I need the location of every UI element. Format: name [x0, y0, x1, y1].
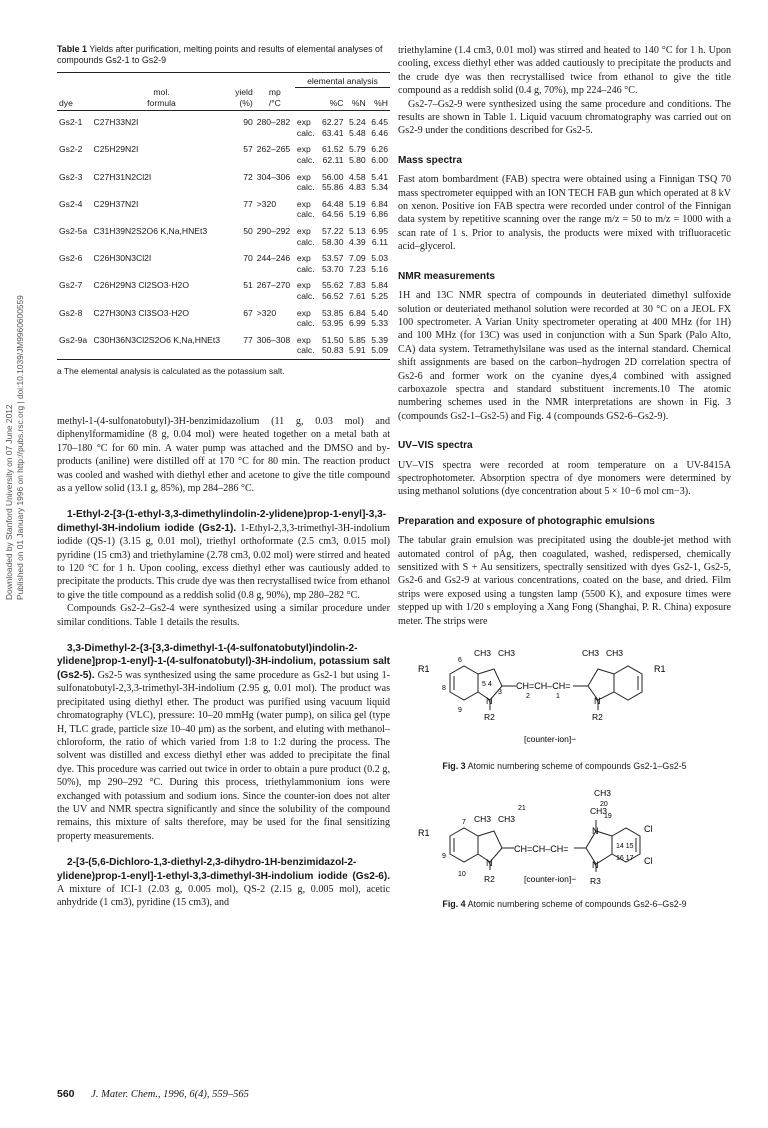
table-row: Gs2-9a C30H36N3Cl2S2O6 K,Na,HNEt3 77 306–308 exp 51.50 5.85 5.39 [59, 334, 388, 345]
left-column [57, 44, 390, 910]
svg-text:Cl: Cl [644, 823, 653, 834]
table-row: Gs2-5a C31H39N2S2O6 K,Na,HNEt3 50 290–292 exp 57.22 5.13 6.95 [59, 226, 388, 237]
svg-text:[counter-ion]−: [counter-ion]− [524, 734, 577, 745]
svg-text:N: N [486, 696, 493, 707]
table-row: Gs2-6 C26H30N3Cl2I 70 244–246 exp 53.57 7.09 5.03 [59, 253, 388, 264]
figure-3 [398, 642, 731, 774]
table-row: Gs2-3 C27H31N2Cl2I 72 304–306 exp 56.00 4.58 5.41 [59, 171, 388, 182]
svg-text:CH=CH–CH=: CH=CH–CH= [514, 843, 569, 854]
download-note: Downloaded by Stanford University on 07 June 2012 [4, 404, 14, 600]
left-para-3: Compounds Gs2-2–Gs2-4 were synthesized using a similar procedure under similar conditions. Table 1 details the results. [57, 603, 390, 628]
svg-text:R2: R2 [592, 712, 603, 723]
svg-text:R1: R1 [418, 827, 430, 838]
left-para-gs2-1: 1-Ethyl-2-[3-(1-ethyl-3,3-dimethylindolin-2-ylidene)prop-1-enyl]-3,3-dimethyl-3H-indolium iodide (Gs2-1). 1-Ethyl-2,3,3-trimethyl-3H-indolium iodide (QS-1) (3.15 g, 0.01 mol), triethyl orthoformate (2.5 cm3, 0.015 mol) pyridine (15 cm3) and triethylamine (2.78 cm3, 0.02 mol) were stirred and heated to 120 °C for 1 h. Upon cooling, excess diethyl ether was cautiously added to precipitate the products. This crude dye was then recrystallised twice from ethanol to give the title compound as a reddish solid (0.8 g, 90%), mp 280–282 °C. [57, 509, 391, 601]
svg-text:N: N [594, 696, 601, 707]
table-row: Gs2-1 C27H33N2I 90 280–282 exp 62.27 5.24 6.45 [59, 117, 388, 128]
figure-3-caption: Fig. 3 Atomic numbering scheme of compounds Gs2-1–Gs2-5 [442, 761, 687, 772]
svg-text:CH3: CH3 [594, 787, 612, 798]
svg-text:9: 9 [458, 707, 462, 715]
para-mass-spectra: Fast atom bombardment (FAB) spectra were obtained using a Finnigan TSQ 70 mass spectrometer equipped with an ION TECH FAB gun which operated at 8 kV on xenon. Positive ion FAB spectra were recorded under control of the Finnigan data system by repetitive scanning over the range m/z = 50 to m/z = 1000 with a scan rate of 1 s. Prior to analysis, the products were mixed with trifluoracetic acid–glycerol. [398, 174, 731, 253]
table-row: Gs2-7 C26H29N3 Cl2SO3·H2O 51 267–270 exp 55.62 7.83 5.84 [59, 280, 388, 291]
svg-text:[counter-ion]−: [counter-ion]− [524, 873, 577, 884]
table-row: calc. 64.56 5.19 6.86 [296, 209, 388, 220]
right-para-2: Gs2-7–Gs2-9 were synthesized using the same procedure and conditions. The results are shown in Table 1. Liquid vacuum chromatography was carried out on Gs2-9 under the conditions described for Gs2-5. [398, 98, 731, 137]
svg-text:21: 21 [518, 804, 526, 812]
figure-4 [398, 786, 731, 912]
svg-text:5 4: 5 4 [482, 681, 492, 689]
page-footer [57, 1088, 249, 1100]
left-para-1: methyl-1-(4-sulfonatobutyl)-3H-benzimidazolium (11 g, 0.03 mol) and diphenylformamidine (8 g, 0.04 mol) were heated together on a metal bath at 170–180 °C for 60 min. A water pump was attached and the DMSO and by-products (aniline) were distilled off at 170 °C for 80 min. The reaction product was cooled and washed with diethyl ether and acetone to give the title compound as a yellow solid (13.1 g, 85%), mp 284–286 °C. [57, 415, 390, 494]
heading-preparation: Preparation and exposure of photographic emulsions [398, 515, 655, 527]
svg-text:R1: R1 [654, 664, 666, 675]
table-1: elemental analysis mol. yield mp dye formula (%) /°C %C %N %H Gs2-1 C27H33N2I 90 280–282 exp 62.27 5.24 6.45 calc. 63.41 5.48 6.46 Gs2-2 C25H29N2I 57 262–265 exp 61.52 5.79 6.26 calc. 62.11 5.80 6.00 Gs2-3 C27H31N2Cl2I 72 304–306 exp 56.00 4.58 5.41 calc. 55.86 4.83 5.34 Gs2-4 C29H37N2I 77 >320 exp 64.48 5.19 6.84 calc. 64.56 5.19 6.86 Gs2-5a C31H39N2S2O6 K,Na,HNEt3 50 290–292 exp 57.22 5.13 6.95 calc. 58.30 4.39 6.11 Gs2-6 C26H30N3Cl2I 70 244–246 exp 53.57 7.09 5.03 calc. 53.70 7.23 5.16 Gs2-7 C26H29N3 Cl2SO3·H2O 51 267–270 exp 55.62 7.83 5.84 calc. 56.52 7.61 5.25 Gs2-8 C27H30N3 Cl3SO3·H2O 67 >320 exp 53.85 6.84 5.40 calc. 53.95 6.99 5.33 Gs2-9a C30H36N3Cl2S2O6 K,Na,HNEt3 77 306–308 exp 51.50 5.85 5.39 calc. 50.83 5.91 5.09 [57, 72, 390, 360]
svg-text:10: 10 [458, 870, 466, 878]
svg-text:CH3: CH3 [590, 805, 608, 816]
table-row: calc. 53.70 7.23 5.16 [296, 263, 388, 274]
svg-text:2: 2 [526, 693, 530, 701]
svg-text:N: N [486, 857, 493, 868]
right-para-1: triethylamine (1.4 cm3, 0.01 mol) was stirred and heated to 140 °C for 1 h. Upon cooling, excess diethyl ether was added cautiously to precipitate the products and the crude dye was then recrystallised twice from ethanol to give the title compound as a reddish solid (0.4 g, 70%), mp 224–246 °C. [398, 45, 731, 97]
svg-text:14 15: 14 15 [616, 842, 634, 850]
svg-text:CH3: CH3 [474, 813, 492, 824]
table-row: calc. 63.41 5.48 6.46 [296, 127, 388, 138]
svg-text:1: 1 [556, 693, 560, 701]
left-para-gs2-6: 2-[3-(5,6-Dichloro-1,3-diethyl-2,3-dihydro-1H-benzimidazol-2-ylidene)prop-1-enyl]-1-ethyl-3,3-dimethyl-3H-indolium iodide (Gs2-6). A mixture of ICI-1 (2.03 g, 0.005 mol), QS-2 (2.15 g, 0.005 mol), acetic anhydride (1 cm3), pyridine (15 cm3), and [57, 857, 390, 909]
svg-text:CH3: CH3 [606, 648, 624, 659]
svg-text:CH3: CH3 [498, 813, 516, 824]
svg-text:9: 9 [442, 852, 446, 860]
svg-text:N: N [592, 825, 599, 836]
svg-text:7: 7 [462, 818, 466, 826]
right-column [398, 44, 731, 912]
table-row: Gs2-2 C25H29N2I 57 262–265 exp 61.52 5.79 6.26 [59, 144, 388, 155]
table-row: Gs2-4 C29H37N2I 77 >320 exp 64.48 5.19 6.84 [59, 198, 388, 209]
para-preparation: The tabular grain emulsion was precipitated using the double-jet method with automated control of pAg, then coagulated, washed, redispersed, chemically sensitized with S + Au sensitizers, spectrally sensitized with dyes Gs2-1, Gs2-5, Gs2-6 and Gs2-9 at various concentrations, coated on the base, and dried. Film strips were exposed using a tungsten lamp (5500 K), and exposure times were stepped up with 1/20 s employing a Xang Fong (Shanghai, P. R. China) exposure meter. The strips were [398, 535, 731, 627]
heading-mass-spectra: Mass spectra [398, 154, 462, 166]
figure-4-caption: Fig. 4 Atomic numbering scheme of compounds Gs2-6–Gs2-9 [442, 899, 687, 910]
table-row: Gs2-8 C27H30N3 Cl3SO3·H2O 67 >320 exp 53.85 6.84 5.40 [59, 307, 388, 318]
table-row: calc. 56.52 7.61 5.25 [296, 291, 388, 301]
page-number: 560 [57, 1088, 75, 1100]
svg-text:CH3: CH3 [498, 648, 516, 659]
svg-text:16 17: 16 17 [616, 854, 634, 862]
side-note [4, 295, 26, 600]
table-caption: Table 1 Yields after purification, melting points and results of elemental analyses of compounds Gs2-1 to Gs2-9 [57, 44, 383, 65]
svg-text:R2: R2 [484, 873, 495, 884]
table-footnote: a The elemental analysis is calculated as the potassium salt. [57, 365, 285, 376]
svg-text:CH3: CH3 [582, 648, 600, 659]
svg-text:8: 8 [442, 685, 446, 693]
svg-text:20: 20 [600, 800, 608, 808]
table-row: calc. 50.83 5.91 5.09 [57, 345, 390, 359]
left-para-gs2-5: 3,3-Dimethyl-2-{3-[3,3-dimethyl-1-(4-sulfonatobutyl)indolin-2-ylidene]prop-1-enyl}-1-(4-sulfonatobutyl)-3H-indolium, potassium salt (Gs2-5). Gs2-5 was synthesized using the same procedure as Gs2-1 but using 1-sulfonatobutyl-2,3,3-trimethyl-3H-indolium (2.95 g, 0.01 mol). The product was precipitated using diethyl ether. The product was purified using vacuum liquid chromatography (VLC), pressure: 10–20 mmHg (water pump), on silica gel (type H, TLC grade, particle size 10–40 μm) as the sorbent, and eluting with methanol–chloroform, the ratio of which varied from 1:8 to 1:2 during the process. The solvent was distilled and excess diethyl ether was added to precipitate the final dye. This procedure was carried out twice in order to obtain a pure product (0.2 g, 50%), mp 290–292 °C. During this process, triethylammonium ions were exchanged with potassium and sodium ions. Since the counter-ion does not alter the UV and NMR spectra significantly and since the solubility of the compound remains, this mixture of salts therefore, may be used for the final sensitizing property measurements. [57, 643, 390, 842]
dye-header: dye [59, 97, 73, 108]
journal-citation: J. Mater. Chem., 1996, 6(4), 559–565 [91, 1089, 249, 1100]
table-row: calc. 62.11 5.80 6.00 [296, 155, 388, 166]
figure-3-structure [398, 642, 731, 752]
svg-text:R3: R3 [590, 875, 601, 886]
para-nmr: 1H and 13C NMR spectra of compounds in deuteriated dimethyl sulfoxide solution or deuteriated methanol solution were recorded at 30 °C on a JEOL FX 100 spectrometer. A Varian Unity spectrometer operating at 400 MHz (for 1H) and 100 MHz (for 13C) was used in conjunction with a Sun Spark (Palo Alto, CA) data system. Tetramethylsilane was used as the internal standard. Chemical shift assignments are based on the carbon–hydrogen 2D correlation spectra of Gs2-6 and former work on the cyanine dyes,4 combined with assigned carboxazole spectra and standard substituent increments.10 The atomic numbering schemes used in the NMR interpretations are shown in Fig. 3 (compounds Gs2-1–Gs2-5) and Fig. 4 (compounds GS2-6–Gs2-9). [398, 290, 731, 422]
publish-note: Published on 01 January 1996 on http://pubs.rsc.org | doi:10.1039/JM9960600559 [15, 295, 25, 600]
svg-text:6: 6 [458, 657, 462, 665]
table-row: calc. 55.86 4.83 5.34 [296, 182, 388, 193]
figure-4-structure [398, 786, 731, 890]
svg-text:N: N [592, 859, 599, 870]
svg-text:CH3: CH3 [474, 648, 492, 659]
elemental-header: elemental analysis [295, 73, 390, 88]
heading-uv-vis: UV–VIS spectra [398, 440, 473, 452]
svg-text:CH=CH–CH=: CH=CH–CH= [516, 681, 571, 692]
table-row: calc. 58.30 4.39 6.11 [296, 236, 388, 247]
table-row: calc. 53.95 6.99 5.33 [296, 318, 388, 329]
svg-text:3: 3 [498, 689, 502, 697]
svg-text:Cl: Cl [644, 855, 653, 866]
svg-text:19: 19 [604, 812, 612, 820]
heading-nmr: NMR measurements [398, 270, 496, 282]
svg-text:R1: R1 [418, 664, 430, 675]
svg-text:R2: R2 [484, 712, 495, 723]
para-uv-vis: UV–VIS spectra were recorded at room temperature on a UV-8415A spectrophotometer. Absorption spectra of dye monomers were determined by using methanol solutions (dye concentration about 5 × 10−6 mol cm−3). [398, 459, 731, 498]
